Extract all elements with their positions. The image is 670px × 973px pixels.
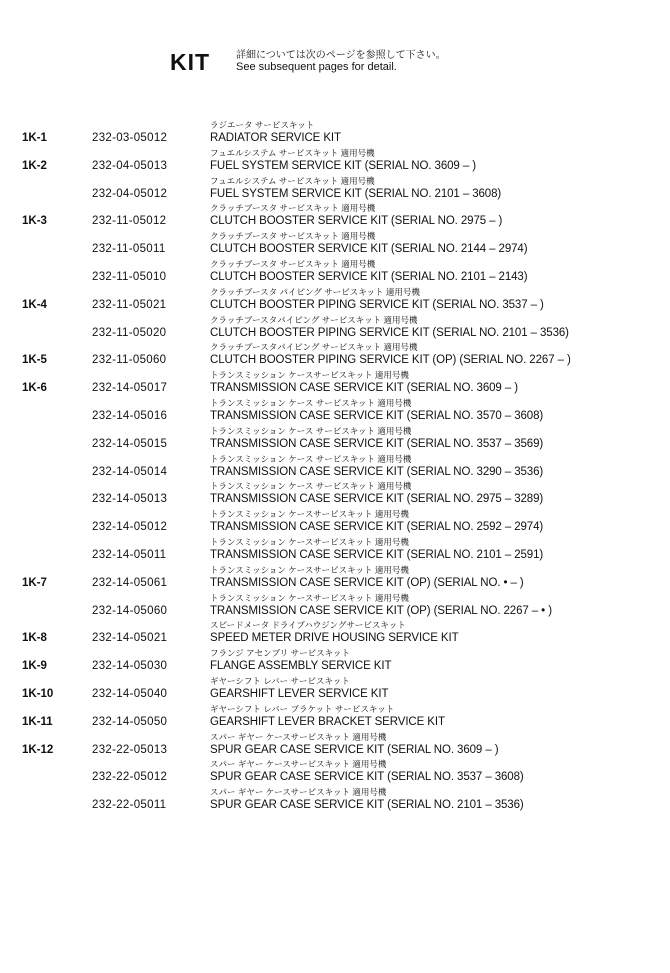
kit-list <box>0 118 670 813</box>
kit-row <box>0 257 670 285</box>
kit-description-jp: スピードメータ ドライブハウジングサービスキット <box>210 620 406 631</box>
kit-description-jp: クラッチブースタ サービスキット 適用号機 <box>210 258 376 269</box>
kit-description: FUEL SYSTEM SERVICE KIT (SERIAL NO. 2101 – 3608) <box>210 187 502 200</box>
kit-part-number: 232-14-05011 <box>92 548 167 561</box>
kit-description: TRANSMISSION CASE SERVICE KIT (SERIAL NO. 2592 – 2974) <box>210 521 544 534</box>
kit-part-number: 232-14-05050 <box>92 715 168 728</box>
kit-row <box>0 785 670 813</box>
kit-description-jp: クラッチブースタパイピング サービスキット 適用号機 <box>210 314 418 325</box>
kit-part-number: 232-11-05012 <box>92 215 167 228</box>
kit-row <box>0 591 670 619</box>
kit-description: TRANSMISSION CASE SERVICE KIT (OP) (SERIAL NO. • – ) <box>210 576 524 589</box>
kit-description: CLUTCH BOOSTER PIPING SERVICE KIT (OP) (SERIAL NO. 2267 – ) <box>210 354 571 367</box>
kit-ref-number: 1K-6 <box>22 382 47 395</box>
kit-part-number: 232-14-05012 <box>92 521 168 534</box>
kit-part-number: 232-14-05013 <box>92 493 168 506</box>
kit-description-jp: トランスミッション ケース サービスキット 適用号機 <box>210 425 412 436</box>
kit-ref-number: 1K-2 <box>22 159 47 172</box>
kit-description: CLUTCH BOOSTER PIPING SERVICE KIT (SERIAL NO. 3537 – ) <box>210 298 544 311</box>
kit-description: SPUR GEAR CASE SERVICE KIT (SERIAL NO. 3537 – 3608) <box>210 771 524 784</box>
kit-row <box>0 507 670 535</box>
kit-description-jp: トランスミッション ケース サービスキット 適用号機 <box>210 453 412 464</box>
kit-description-jp: クラッチブースタ サービスキット 適用号機 <box>210 203 376 214</box>
kit-part-number: 232-22-05012 <box>92 771 168 784</box>
kit-description: FUEL SYSTEM SERVICE KIT (SERIAL NO. 3609 – ) <box>210 159 476 172</box>
kit-row <box>0 368 670 396</box>
kit-part-number: 232-14-05014 <box>92 465 168 478</box>
kit-description-jp: スパー ギヤー ケースサービスキット 適用号機 <box>210 759 387 770</box>
kit-part-number: 232-11-05011 <box>92 243 166 256</box>
kit-ref-number: 1K-3 <box>22 215 47 228</box>
kit-ref-number: 1K-4 <box>22 298 47 311</box>
kit-description-jp: スパー ギヤー ケースサービスキット 適用号機 <box>210 731 387 742</box>
kit-part-number: 232-14-05040 <box>92 687 168 700</box>
kit-description: SPUR GEAR CASE SERVICE KIT (SERIAL NO. 2101 – 3536) <box>210 799 524 812</box>
kit-description: FLANGE ASSEMBLY SERVICE KIT <box>210 660 392 673</box>
kit-description-jp: トランスミッション ケース サービスキット 適用号機 <box>210 481 412 492</box>
kit-part-number: 232-11-05060 <box>92 354 167 367</box>
kit-row <box>0 730 670 758</box>
kit-part-number: 232-14-05016 <box>92 409 168 422</box>
kit-row <box>0 201 670 229</box>
kit-description-jp: ラジエータ サービスキット <box>210 120 315 130</box>
kit-description: TRANSMISSION CASE SERVICE KIT (SERIAL NO. 2101 – 2591) <box>210 548 544 561</box>
kit-row <box>0 757 670 785</box>
kit-part-number: 232-14-05060 <box>92 604 168 617</box>
kit-row <box>0 396 670 424</box>
header-note-en: See subsequent pages for detail. <box>236 61 397 73</box>
kit-description-jp: ギヤーシフト レバー サービスキット <box>210 675 350 686</box>
kit-row <box>0 313 670 341</box>
kit-part-number: 232-11-05021 <box>92 298 167 311</box>
kit-row <box>0 646 670 674</box>
kit-description: TRANSMISSION CASE SERVICE KIT (SERIAL NO. 3609 – ) <box>210 382 518 395</box>
kit-part-number: 232-22-05013 <box>92 743 168 756</box>
kit-description: CLUTCH BOOSTER PIPING SERVICE KIT (SERIAL NO. 2101 – 3536) <box>210 326 569 339</box>
kit-part-number: 232-22-05011 <box>92 799 167 812</box>
kit-row <box>0 535 670 563</box>
kit-description-jp: トランスミッション ケース サービスキット 適用号機 <box>210 397 412 408</box>
kit-part-number: 232-14-05017 <box>92 382 168 395</box>
kit-description: CLUTCH BOOSTER SERVICE KIT (SERIAL NO. 2975 – ) <box>210 215 503 228</box>
kit-description-jp: クラッチブースタ サービスキット 適用号機 <box>210 231 376 242</box>
kit-ref-number: 1K-7 <box>22 576 47 589</box>
kit-row <box>0 340 670 368</box>
kit-description-jp: フュエルシステム サービスキット 適用号機 <box>210 147 375 158</box>
kit-row <box>0 618 670 646</box>
kit-row <box>0 479 670 507</box>
kit-part-number: 232-04-05013 <box>92 159 168 172</box>
kit-description: CLUTCH BOOSTER SERVICE KIT (SERIAL NO. 2144 – 2974) <box>210 243 528 256</box>
kit-row <box>0 229 670 257</box>
kit-description-jp: スパー ギヤー ケースサービスキット 適用号機 <box>210 787 387 798</box>
kit-description-jp: トランスミッション ケースサービスキット 適用号機 <box>210 536 409 547</box>
kit-row <box>0 452 670 480</box>
kit-description: TRANSMISSION CASE SERVICE KIT (SERIAL NO. 2975 – 3289) <box>210 493 544 506</box>
kit-row <box>0 674 670 702</box>
kit-description: TRANSMISSION CASE SERVICE KIT (SERIAL NO. 3290 – 3536) <box>210 465 544 478</box>
kit-description: TRANSMISSION CASE SERVICE KIT (SERIAL NO. 3570 – 3608) <box>210 409 544 422</box>
kit-description: TRANSMISSION CASE SERVICE KIT (SERIAL NO. 3537 – 3569) <box>210 437 544 450</box>
kit-description-jp: トランスミッション ケースサービスキット 適用号機 <box>210 370 409 381</box>
kit-ref-number: 1K-1 <box>22 132 47 144</box>
kit-description: GEARSHIFT LEVER BRACKET SERVICE KIT <box>210 715 445 728</box>
kit-part-number: 232-14-05021 <box>92 632 168 645</box>
kit-description-jp: フランジ アセンブリ サービスキット <box>210 648 350 659</box>
kit-description: CLUTCH BOOSTER SERVICE KIT (SERIAL NO. 2101 – 2143) <box>210 270 528 283</box>
kit-description: RADIATOR SERVICE KIT <box>210 132 341 144</box>
kit-ref-number: 1K-9 <box>22 660 47 673</box>
kit-description-jp: クラッチブースタ パイピング サービスキット 適用号機 <box>210 286 420 297</box>
kit-part-number: 232-14-05015 <box>92 437 168 450</box>
kit-ref-number: 1K-10 <box>22 687 54 700</box>
header-note-jp: 詳細については次のページを参照して下さい。 <box>236 50 446 61</box>
kit-row <box>0 118 670 146</box>
kit-row <box>0 285 670 313</box>
kit-row <box>0 702 670 730</box>
kit-description-jp: フュエルシステム サービスキット 適用号機 <box>210 175 375 186</box>
kit-ref-number: 1K-11 <box>22 715 53 728</box>
page-title: KIT <box>170 49 211 75</box>
kit-description-jp: ギヤーシフト レバー ブラケット サービスキット <box>210 703 395 714</box>
kit-description-jp: トランスミッション ケースサービスキット 適用号機 <box>210 592 409 603</box>
kit-row <box>0 424 670 452</box>
kit-description-jp: トランスミッション ケースサービスキット 適用号機 <box>210 509 409 520</box>
kit-ref-number: 1K-8 <box>22 632 47 645</box>
kit-ref-number: 1K-12 <box>22 743 54 756</box>
kit-part-number: 232-14-05061 <box>92 576 168 589</box>
kit-description: SPEED METER DRIVE HOUSING SERVICE KIT <box>210 632 459 645</box>
kit-part-number: 232-04-05012 <box>92 187 168 200</box>
kit-description: GEARSHIFT LEVER SERVICE KIT <box>210 687 389 700</box>
kit-row <box>0 146 670 174</box>
kit-row <box>0 174 670 202</box>
kit-part-number: 232-11-05010 <box>92 270 167 283</box>
kit-part-number: 232-03-05012 <box>92 132 168 144</box>
kit-description-jp: クラッチブースタパイピング サービスキット 適用号機 <box>210 342 418 353</box>
kit-part-number: 232-11-05020 <box>92 326 167 339</box>
kit-ref-number: 1K-5 <box>22 354 47 367</box>
kit-part-number: 232-14-05030 <box>92 660 168 673</box>
kit-description: TRANSMISSION CASE SERVICE KIT (OP) (SERIAL NO. 2267 – • ) <box>210 604 552 617</box>
kit-description: SPUR GEAR CASE SERVICE KIT (SERIAL NO. 3609 – ) <box>210 743 499 756</box>
kit-row <box>0 563 670 591</box>
kit-description-jp: トランスミッション ケースサービスキット 適用号機 <box>210 564 409 575</box>
